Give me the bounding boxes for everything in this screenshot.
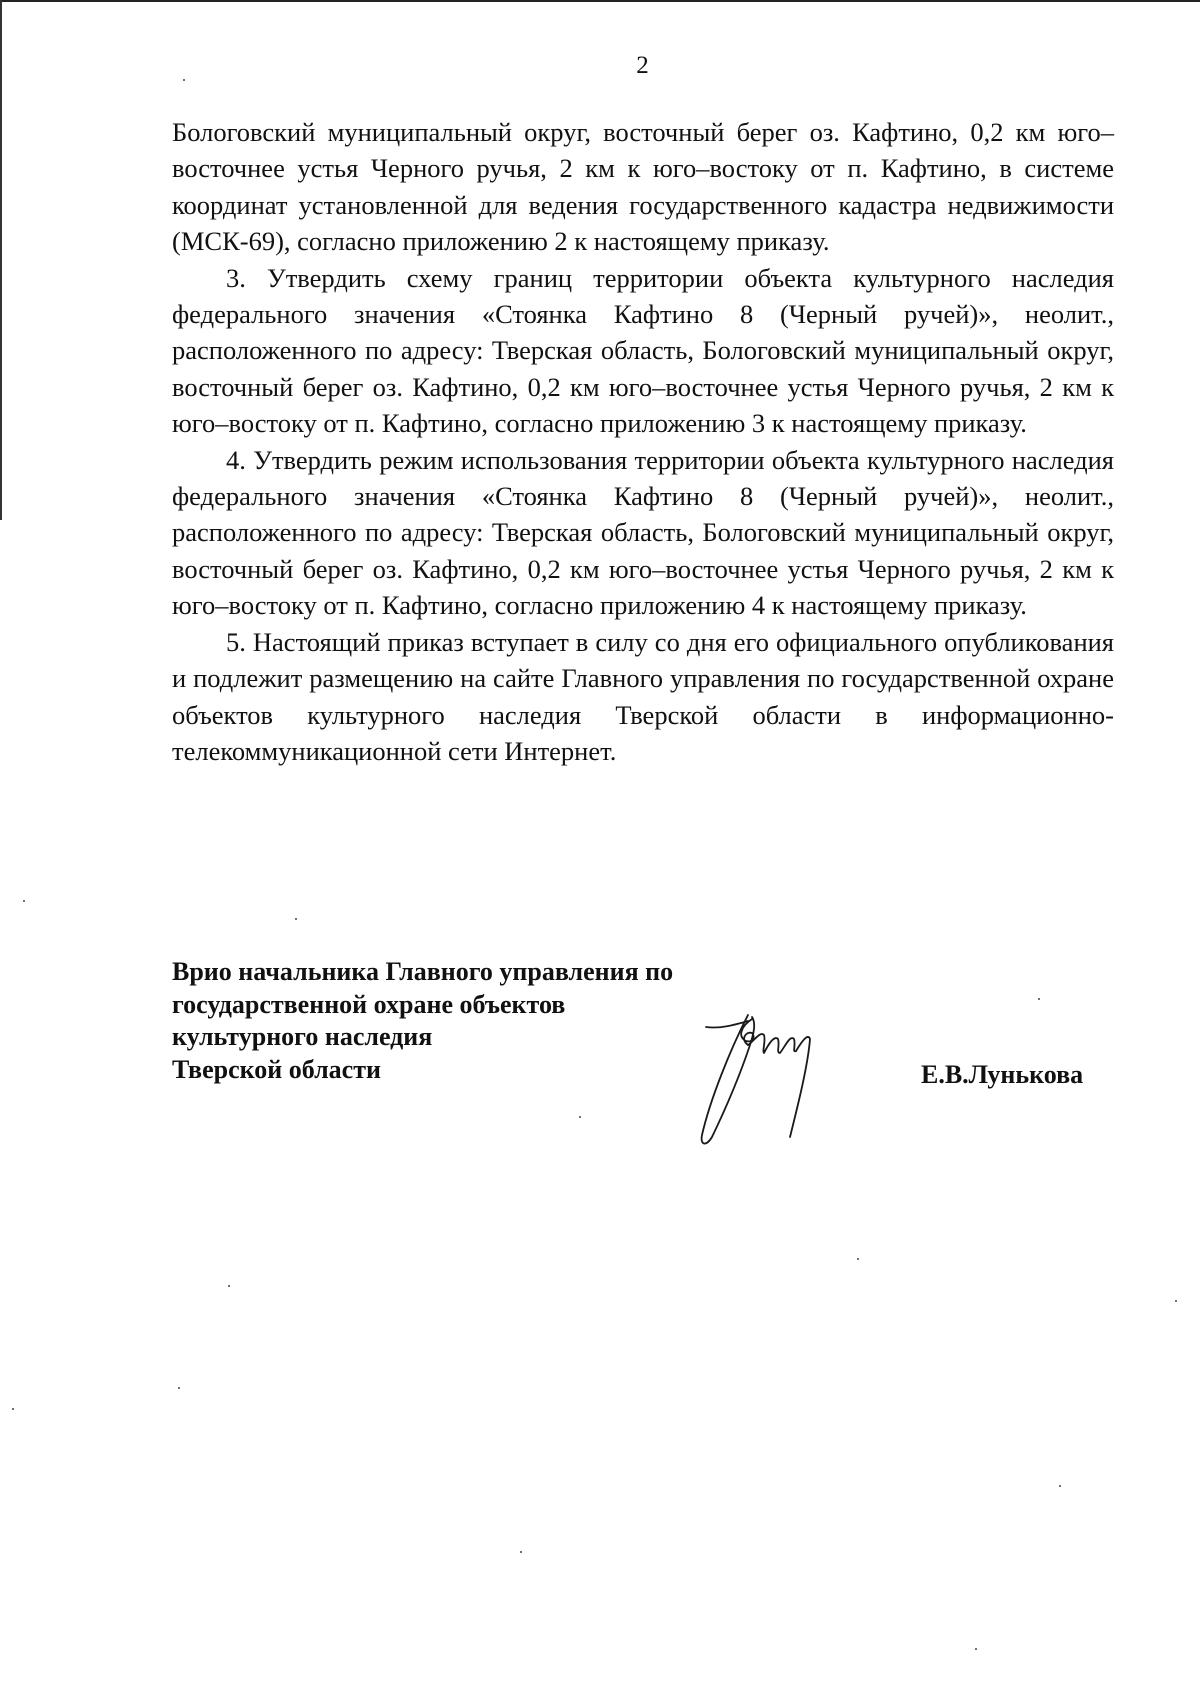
- signatory-title-line: государственной охране объектов: [172, 989, 566, 1019]
- signatory-title-line: Врио начальника Главного управления по: [172, 957, 674, 986]
- signatory-title: [172, 956, 673, 1086]
- scan-speck: [295, 918, 297, 920]
- paragraph-item-4: 4. Утвердить режим использования территории объекта культурного наследия федерального значения «Стоянка Кафтино 8 (Черный ручей)», неолит., расположенного по адресу: Тверская область, Бологовский муниципальный округ, восточный берег оз. Кафтино, 0,2 км юго–восточнее устья Черного ручья, 2 км к юго–востоку от п. Кафтино, согласно приложению 4 к настоящему приказу.: [172, 444, 1114, 621]
- scan-speck: [1175, 1300, 1177, 1302]
- scan-border-top: [0, 0, 1200, 2]
- signatory-title-line: культурного наследия: [172, 1022, 433, 1051]
- page-number: 2: [636, 52, 649, 79]
- handwritten-signature: [690, 1005, 850, 1155]
- document-body: [172, 114, 1114, 769]
- scan-speck: [857, 1258, 859, 1260]
- scan-speck: [12, 1408, 14, 1410]
- scan-speck: [1059, 1485, 1061, 1487]
- signatory-title-line: Тверской области: [172, 1054, 381, 1084]
- scan-speck: [579, 1116, 581, 1118]
- signatory-name: Е.В.Лунькова: [921, 1060, 1084, 1089]
- paragraph-continuation: Бологовский муниципальный округ, восточный берег оз. Кафтино, 0,2 км юго–восточнее устья Черного ручья, 2 км к юго–востоку от п. Кафтино, в системе координат установленной для ведения государственного кадастра недвижимости (МСК-69), согласно приложению 2 к настоящему приказу.: [172, 117, 1114, 257]
- scan-speck: [520, 1551, 522, 1553]
- scan-speck: [183, 79, 185, 81]
- paragraph-item-3: 3. Утвердить схему границ территории объекта культурного наследия федерального значения «Стоянка Кафтино 8 (Черный ручей)», неолит., расположенного по адресу: Тверская область, Бологовский муниципальный округ, восточный берег оз. Кафтино, 0,2 км юго–восточнее устья Черного ручья, 2 км к юго–востоку от п. Кафтино, согласно приложению 3 к настоящему приказу.: [172, 262, 1114, 439]
- scan-speck: [228, 1285, 230, 1287]
- paragraph-item-5: 5. Настоящий приказ вступает в силу со дня его официального опубликования и подлежит размещению на сайте Главного управления по государственной охране объектов культурного наследия Тверской области в информационно-телекоммуникационной сети Интернет.: [172, 626, 1114, 766]
- scan-speck: [178, 1387, 180, 1389]
- scan-speck: [23, 900, 25, 902]
- scan-speck: [1038, 998, 1040, 1000]
- scan-speck: [975, 1648, 977, 1650]
